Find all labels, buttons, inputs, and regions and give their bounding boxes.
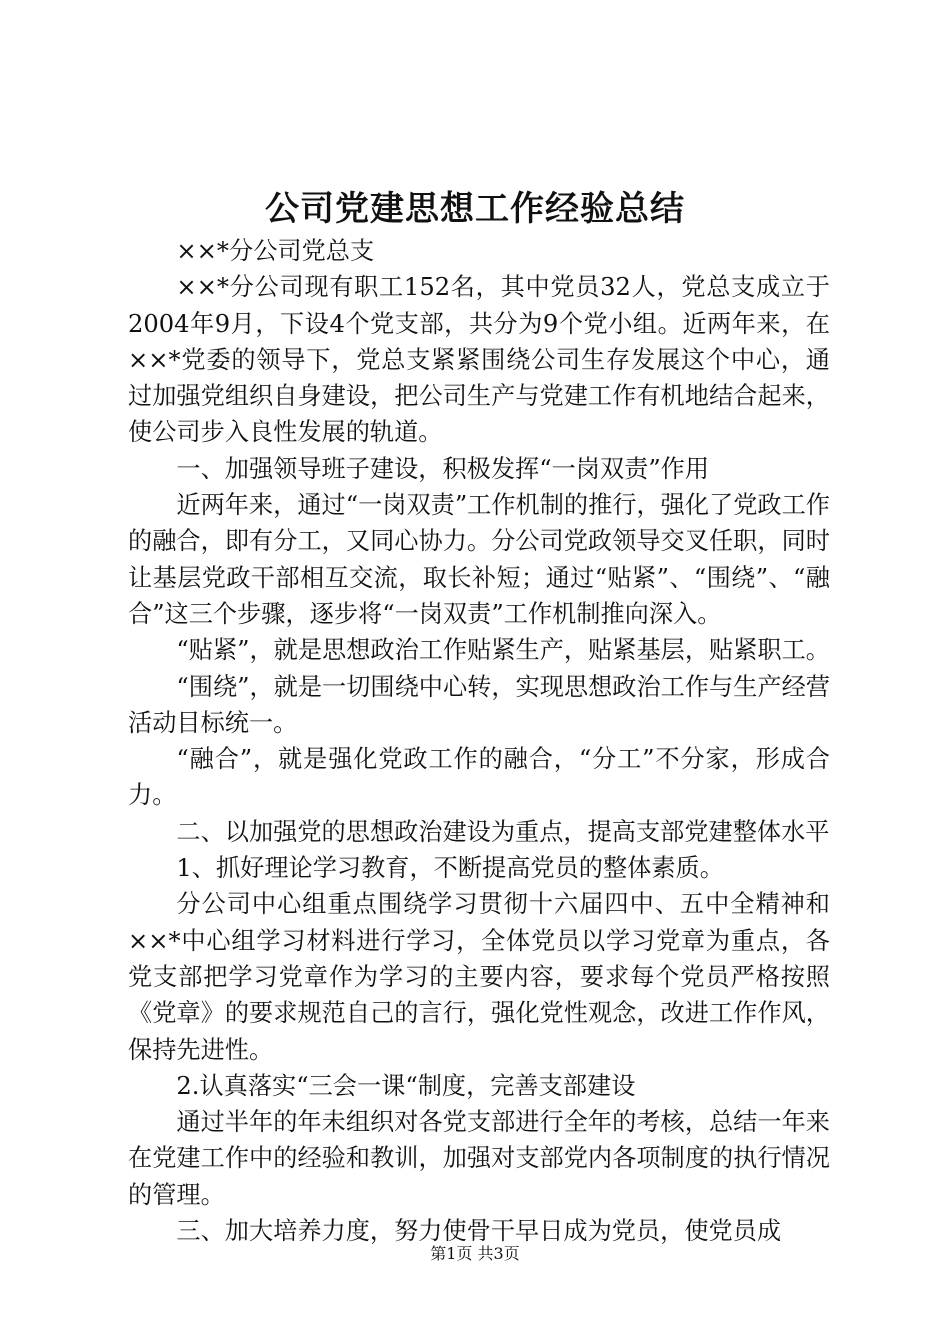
- document-body: [128, 233, 830, 1249]
- paragraph-ronghe: “融合”，就是强化党政工作的融合，“分工”不分家，形成合力。: [128, 745, 830, 810]
- paragraph-weirao: “围绕”，就是一切围绕中心转，实现思想政治工作与生产经营活动目标统一。: [128, 672, 830, 737]
- heading-section-2: 二、以加强党的思想政治建设为重点，提高支部党建整体水平: [176, 817, 830, 846]
- heading-section-1: 一、加强领导班子建设，积极发挥“一岗双责”作用: [176, 454, 710, 483]
- paragraph-tiejin: “贴紧”，就是思想政治工作贴紧生产，贴紧基层，贴紧职工。: [176, 636, 830, 665]
- subheading-2-1: 1、抓好理论学习教育，不断提高党员的整体素质。: [176, 854, 724, 883]
- document-title: 公司党建思想工作经验总结: [265, 189, 685, 229]
- subheading-2-2: 2.认真落实“三会一课“制度，完善支部建设: [176, 1071, 636, 1100]
- paragraph-intro: ××*分公司现有职工152名，其中党员32人，党总支成立于2004年9月，下设4个党支部，共分为9个党小组。近两年来，在××*党委的领导下，党总支紧紧围绕公司生存发展这个中心，通过加强党组织自身建设，把公司生产与党建工作有机地结合起来，使公司步入良性发展的轨道。: [128, 273, 830, 447]
- heading-section-3: 三、加大培养力度，努力使骨干早日成为党员，使党员成: [176, 1217, 782, 1246]
- page-number: 第1页 共3页: [430, 1244, 520, 1263]
- paragraph-author: ××*分公司党总支: [176, 237, 375, 265]
- paragraph-2-2: 通过半年的年未组织对各党支部进行全年的考核，总结一年来在党建工作中的经验和教训，加强对支部党内各项制度的执行情况的管理。: [128, 1108, 830, 1209]
- paragraph-2-1: 分公司中心组重点围绕学习贯彻十六届四中、五中全精神和××*中心组学习材料进行学习，全体党员以学习党章为重点，各党支部把学习党章作为学习的主要内容，要求每个党员严格按照《党章》的要求规范自己的言行，强化党性观念，改进工作作风，保持先进性。: [128, 890, 830, 1064]
- paragraph-section-1: 近两年来，通过“一岗双责”工作机制的推行，强化了党政工作的融合，即有分工，又同心协力。分公司党政领导交叉任职，同时让基层党政干部相互交流，取长补短；通过“贴紧”、“围绕”、“融合”这三个步骤，逐步将“一岗双责”工作机制推向深入。: [128, 491, 830, 628]
